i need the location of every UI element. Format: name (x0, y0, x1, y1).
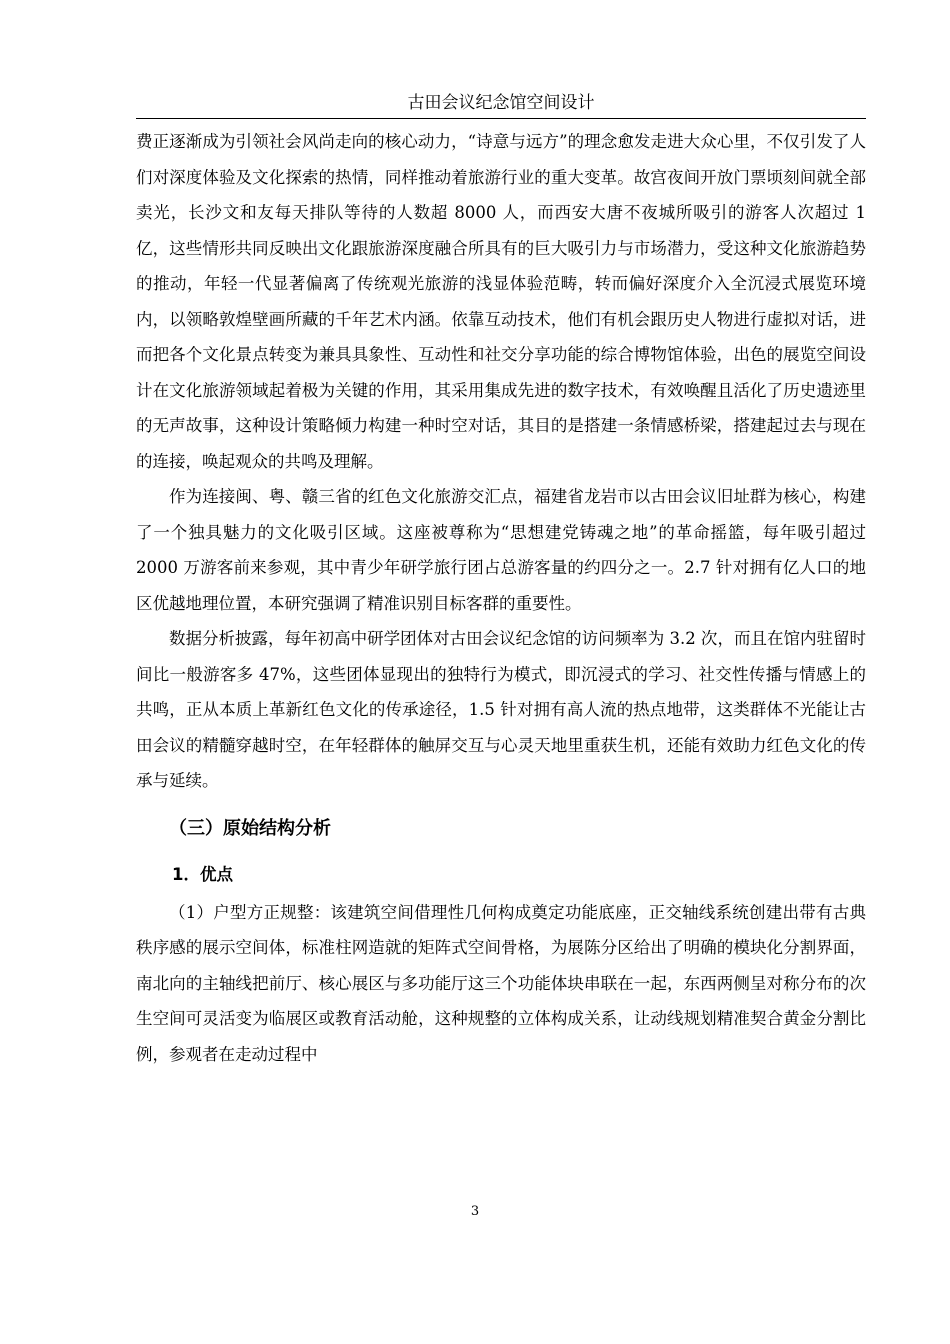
paragraph-4: （1）户型方正规整：该建筑空间借理性几何构成奠定功能底座，正交轴线系统创建出带有古典秩序感的展示空间体，标准柱网造就的矩阵式空间骨格，为展陈分区给出了明确的模块化分割界面，南北向的主轴线把前厅、核心展区与多功能厅这三个功能体块串联在一起，东西两侧呈对称分布的次生空间可灵活变为临展区或教育活动舱，这种规整的立体构成关系，让动线规划精准契合黄金分割比例，参观者在走动过程中 (136, 902, 866, 1064)
running-header: 古田会议纪念馆空间设计 (136, 92, 866, 119)
section-heading: （三）原始结构分析 (169, 817, 331, 839)
body-text (136, 124, 866, 1072)
paragraph-2: 作为连接闽、粤、赣三省的红色文化旅游交汇点，福建省龙岩市以古田会议旧址群为核心，构建了一个独具魅力的文化吸引区域。这座被尊称为“思想建党铸魂之地”的革命摇篮，每年吸引超过 2000 万游客前来参观，其中青少年研学旅行团占总游客量的约四分之一。2.7 针对拥有亿人口的地区优越地理位置，本研究强调了精准识别目标客群的重要性。 (136, 487, 866, 613)
paragraph-3: 数据分析披露，每年初高中研学团体对古田会议纪念馆的访问频率为 3.2 次，而且在馆内驻留时间比一般游客多 47%，这些团体显现出的独特行为模式，即沉浸式的学习、社交性传播与情感上的共鸣，正从本质上革新红色文化的传承途径，1.5 针对拥有高人流的热点地带，这类群体不光能让古田会议的精髓穿越时空，在年轻群体的触屏交互与心灵天地里重获生机，还能有效助力红色文化的传承与延续。 (136, 629, 866, 790)
paragraph-1: 费正逐渐成为引领社会风尚走向的核心动力，“诗意与远方”的理念愈发走进大众心里，不仅引发了人们对深度体验及文化探索的热情，同样推动着旅游行业的重大变革。故宫夜间开放门票顷刻间就全部卖光，长沙文和友每天排队等待的人数超 8000 人，而西安大唐不夜城所吸引的游客人次超过 1 亿，这些情形共同反映出文化跟旅游深度融合所具有的巨大吸引力与市场潜力，受这种文化旅游趋势的推动，年轻一代显著偏离了传统观光旅游的浅显体验范畴，转而偏好深度介入全沉浸式展览环境内，以领略敦煌壁画所藏的千年艺术内涵。依靠互动技术，他们有机会跟历史人物进行虚拟对话，进而把各个文化景点转变为兼具具象性、互动性和社交分享功能的综合博物馆体验，出色的展览空间设计在文化旅游领域起着极为关键的作用，其采用集成先进的数字技术，有效唤醒且活化了历史遗迹里的无声故事，这种设计策略倾力构建一种时空对话，其目的是搭建一条情感桥梁，搭建起过去与现在的连接，唤起观众的共鸣及理解。 (136, 132, 866, 471)
page-number: 3 (470, 1204, 480, 1219)
subheading: 1．优点 (172, 864, 233, 884)
